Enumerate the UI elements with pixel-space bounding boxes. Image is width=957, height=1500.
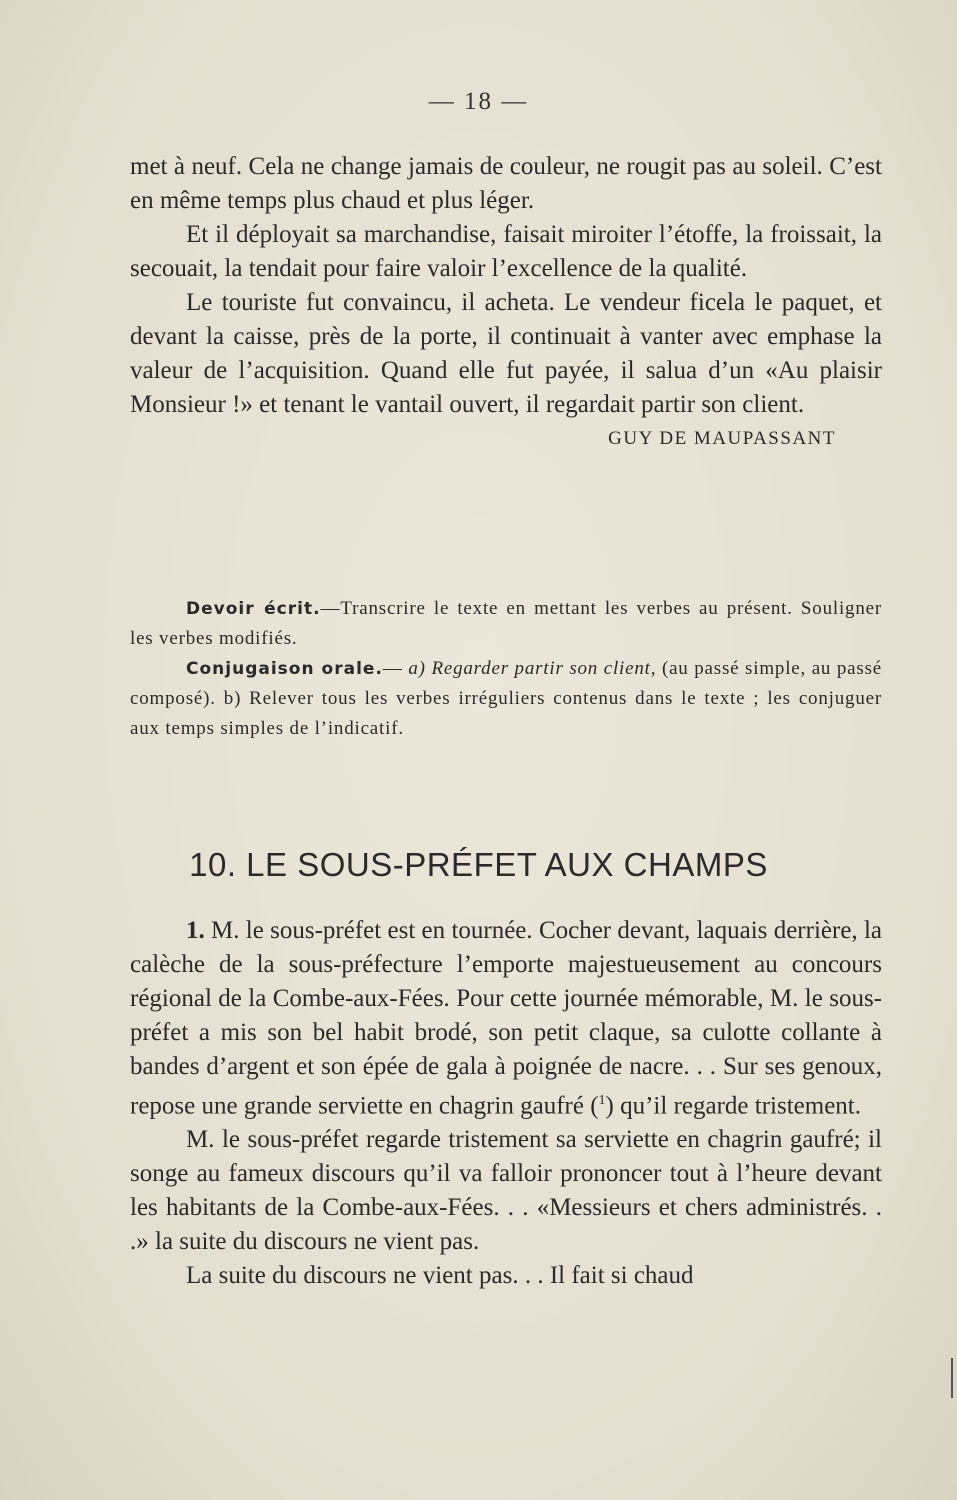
exercise-text: (au passé simple, au passé composé). b) Relever tous les verbes irréguliers contenus dans le texte ; les conjuguer aux temps simples de l’indicatif. [130, 658, 883, 739]
exercise-dash: — [382, 658, 409, 679]
footnote-reference: 1 [598, 1093, 606, 1108]
chapter-title: 10. LE SOUS-PRÉFET AUX CHAMPS [189, 846, 768, 883]
author-signature: GUY DE MAUPASSANT [608, 428, 836, 449]
paragraph-text: M. le sous-préfet est en tournée. Cocher devant, laquais derrière, la calèche de la sous-préfecture l’emporte majestueusement au concours régional de la Combe-aux-Fées. Pour cette journée mémorable, M. le sous-préfet a mis son bel habit brodé, son petit claque, sa culotte collante à bandes d’argent et son épée de gala à poignée de nacre. . . Sur ses genoux, repose une grande serviette en chagrin gaufré ( [130, 917, 882, 1120]
chapter-paragraph: La suite du discours ne vient pas. . . Il fait si chaud [186, 1262, 694, 1290]
exercise-conjugaison [130, 654, 882, 744]
exercises-section [130, 594, 882, 744]
paragraph-number: 1. [186, 917, 205, 944]
paragraph-text-end: ) qu’il regarde tristement. [605, 1092, 861, 1120]
exercise-italic-text: a) Regarder partir son client, [408, 658, 657, 679]
exercise-label: Conjugaison orale. [186, 659, 383, 679]
exercise-label: Devoir écrit. [186, 599, 321, 619]
page-edge-mark [951, 1358, 953, 1398]
story-continuation [130, 150, 882, 456]
exercise-text: —Transcrire le texte en mettant les verbes au présent. Souligner les verbes modifiés. [130, 598, 882, 649]
exercise-devoir [130, 594, 882, 654]
page-number: — 18 — [428, 88, 529, 115]
story-paragraph: Le touriste fut convaincu, il acheta. Le vendeur ficela le paquet, et devant la caisse, près de la porte, il continuait à vanter avec emphase la valeur de l’acquisition. Quand elle fut payée, il salua d’un «Au plaisir Monsieur !» et tenant le vantail ouvert, il regardait partir son client. [130, 289, 882, 418]
story-paragraph: Et il déployait sa marchandise, faisait miroiter l’étoffe, la froissait, la secouait, la tendait pour faire valoir l’excellence de la qualité. [130, 221, 882, 282]
chapter-paragraph: M. le sous-préfet regarde tristement sa serviette en chagrin gaufré; il songe au fameux discours qu’il va falloir prononcer tout à l’heure devant les habitants de la Combe-aux-Fées. . . «Messieurs et chers administrés. . .» la suite du discours ne vient pas. [130, 1126, 882, 1256]
story-paragraph: met à neuf. Cela ne change jamais de couleur, ne rougit pas au soleil. C’est en même temps plus chaud et plus léger. [130, 153, 882, 214]
chapter-body [130, 914, 882, 1293]
chapter-paragraph [130, 914, 882, 1123]
